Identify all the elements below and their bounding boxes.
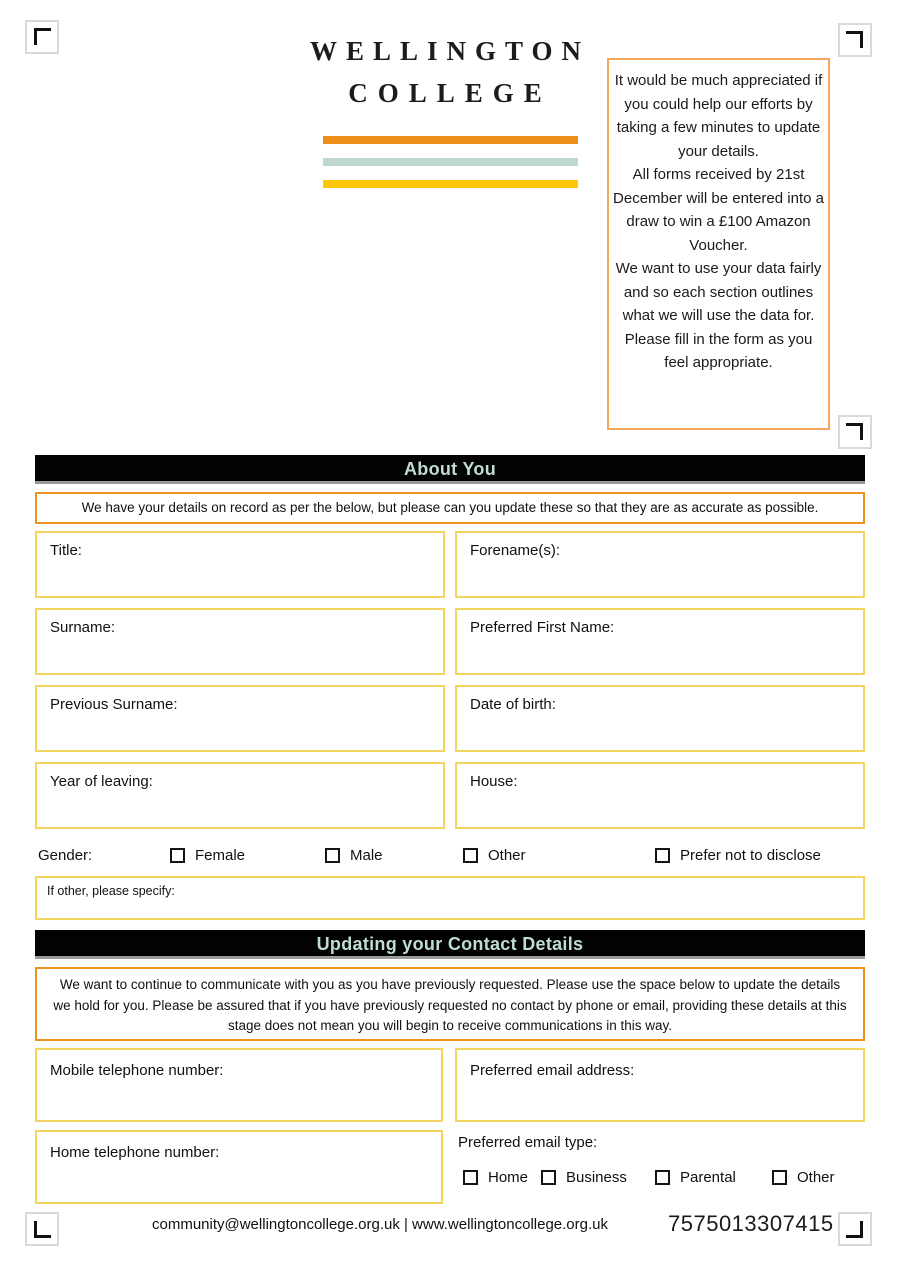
- checkbox-other-icon[interactable]: [463, 848, 478, 863]
- intro-note: [607, 58, 830, 430]
- about-instruction: We have your details on record as per the below, but please can you update these so that they are as accurate as possible.: [35, 492, 865, 524]
- registration-mark-bottom-right-icon: [838, 1212, 872, 1246]
- field-previous-surname[interactable]: [35, 685, 445, 752]
- section-banner-contact-details: Updating your Contact Details: [35, 930, 865, 959]
- intro-line: Please fill in the form as you feel appropriate.: [624, 330, 813, 371]
- checkbox-email-other-icon[interactable]: [772, 1170, 787, 1185]
- gender-option-male-label: Male: [350, 846, 383, 864]
- checkbox-male-icon[interactable]: [325, 848, 340, 863]
- field-previous-surname-label: Previous Surname:: [50, 696, 178, 713]
- field-title[interactable]: [35, 531, 445, 598]
- email-type-option-parental[interactable]: [655, 1166, 736, 1188]
- email-type-option-business[interactable]: [541, 1166, 627, 1188]
- field-forenames-label: Forename(s):: [470, 542, 561, 559]
- field-year-of-leaving[interactable]: [35, 762, 445, 829]
- email-type-option-home-label: Home: [488, 1168, 529, 1186]
- logo-wordmark-line2: COLLEGE: [348, 78, 552, 108]
- logo-bar-orange: [323, 136, 578, 144]
- field-forenames[interactable]: [455, 531, 865, 598]
- contact-instruction: We want to continue to communicate with you as you have previously requested. Please use the space below to update the details we hold for you. Please be assured that if you have previously requested no contact by phone or email, providing these details at this stage does not mean you will begin to receive communications in this way.: [35, 967, 865, 1041]
- field-date-of-birth[interactable]: [455, 685, 865, 752]
- email-type-option-parental-label: Parental: [680, 1168, 736, 1186]
- field-surname-label: Surname:: [50, 619, 116, 636]
- email-type-option-home[interactable]: [463, 1166, 528, 1188]
- gender-option-other-label: Other: [488, 846, 526, 864]
- field-home-telephone[interactable]: [35, 1130, 443, 1204]
- field-home-telephone-label: Home telephone number:: [50, 1144, 220, 1161]
- field-date-of-birth-label: Date of birth:: [470, 696, 556, 713]
- checkbox-female-icon[interactable]: [170, 848, 185, 863]
- registration-mark-mid-right-icon: [838, 415, 872, 449]
- checkbox-email-home-icon[interactable]: [463, 1170, 478, 1185]
- gender-option-male[interactable]: [325, 844, 383, 866]
- field-house[interactable]: [455, 762, 865, 829]
- email-type-option-other[interactable]: [772, 1166, 835, 1188]
- gender-label: Gender:: [38, 847, 93, 864]
- email-type-option-other-label: Other: [797, 1168, 835, 1186]
- logo-wordmark-line1: WELLINGTON: [309, 36, 591, 66]
- field-title-label: Title:: [50, 542, 82, 559]
- gender-option-female[interactable]: [170, 844, 245, 866]
- gender-option-prefer-not-to-disclose[interactable]: [655, 844, 821, 866]
- footer-form-code: 7575013307415: [668, 1211, 834, 1236]
- logo-bar-yellow: [323, 180, 578, 188]
- checkbox-email-business-icon[interactable]: [541, 1170, 556, 1185]
- checkbox-prefer-not-to-disclose-icon[interactable]: [655, 848, 670, 863]
- field-year-of-leaving-label: Year of leaving:: [50, 773, 153, 790]
- logo-bar-teal: [323, 158, 578, 166]
- field-preferred-first-name-label: Preferred First Name:: [470, 619, 615, 636]
- checkbox-email-parental-icon[interactable]: [655, 1170, 670, 1185]
- field-preferred-email-label: Preferred email address:: [470, 1062, 635, 1079]
- field-mobile-telephone-label: Mobile telephone number:: [50, 1062, 224, 1079]
- section-banner-about-you: About You: [35, 455, 865, 484]
- footer-contact-line: community@wellingtoncollege.org.uk | www.wellingtoncollege.org.uk: [151, 1216, 608, 1233]
- email-type-option-business-label: Business: [566, 1168, 627, 1186]
- field-preferred-first-name[interactable]: [455, 608, 865, 675]
- field-gender-other-specify[interactable]: [35, 876, 865, 920]
- gender-option-female-label: Female: [195, 846, 246, 864]
- gender-option-prefer-not-to-disclose-label: Prefer not to disclose: [680, 846, 821, 864]
- field-preferred-email[interactable]: [455, 1048, 865, 1122]
- field-surname[interactable]: [35, 608, 445, 675]
- field-house-label: House:: [470, 773, 518, 790]
- intro-line: All forms received by 21st December will be entered into a draw to win a £100 Amazon Voucher.: [613, 166, 824, 254]
- field-gender-other-specify-label: If other, please specify:: [47, 884, 175, 898]
- field-mobile-telephone[interactable]: [35, 1048, 443, 1122]
- gender-option-other[interactable]: [463, 844, 526, 866]
- intro-line: We want to use your data fairly and so each section outlines what we will use the data for.: [615, 260, 822, 324]
- intro-line: It would be much appreciated if you could help our efforts by taking a few minutes to update your details.: [614, 72, 823, 160]
- email-type-label: Preferred email type:: [458, 1134, 598, 1151]
